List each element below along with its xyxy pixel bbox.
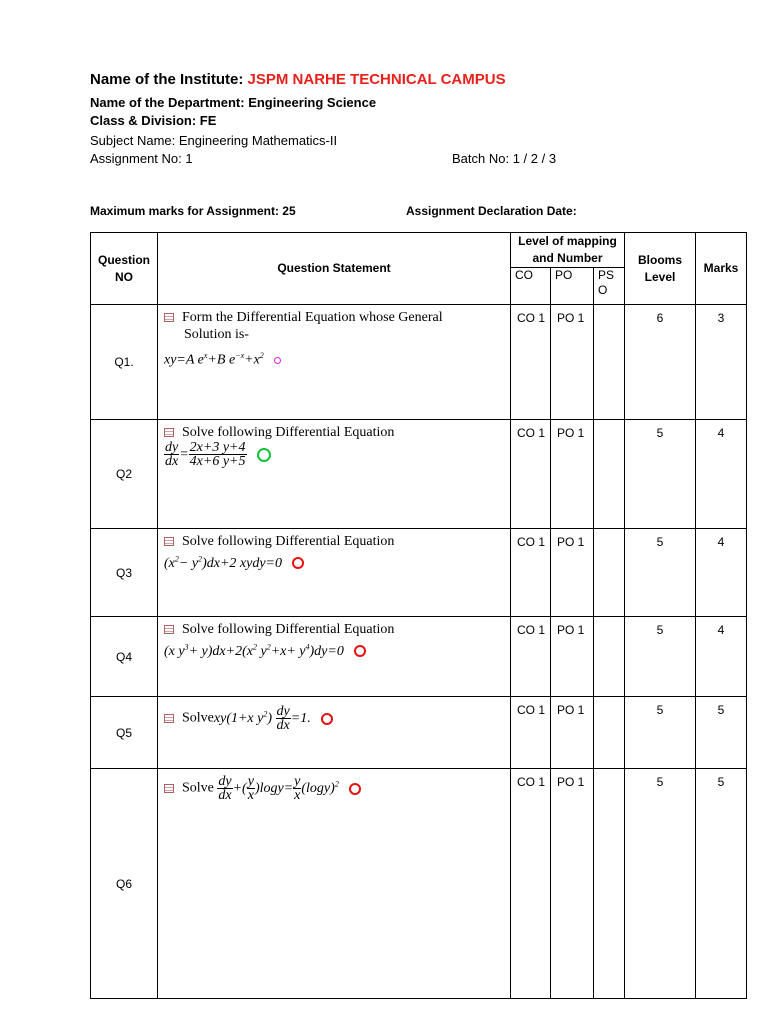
annotation-circle-icon bbox=[349, 783, 361, 795]
department-line: Name of the Department: Engineering Science bbox=[90, 95, 377, 110]
header-question-statement: Question Statement bbox=[158, 233, 511, 305]
marks-cell: 4 bbox=[696, 529, 747, 617]
co-cell: CO 1 bbox=[511, 529, 551, 617]
equation: xy=A $e^x+B$ $e^{-x}+x^2$ bbox=[164, 351, 264, 368]
annotation-circle-icon bbox=[292, 557, 304, 569]
institute-line bbox=[90, 72, 506, 88]
equation-object-icon bbox=[164, 784, 174, 793]
blooms-cell: 6 bbox=[625, 305, 696, 420]
question-statement: Solvexy(1+x $y^2$) $\frac{dy}{dx}$ =1. bbox=[158, 697, 511, 769]
pso-cell bbox=[594, 769, 625, 999]
equation-object-icon bbox=[164, 428, 174, 437]
institute-name: JSPM NARHE TECHNICAL CAMPUS bbox=[247, 71, 506, 88]
table-row bbox=[91, 305, 747, 420]
institute-label: Name of the Institute: bbox=[90, 71, 248, 88]
equation: $\frac{dy}{dx}$ = $\frac{2x+3 y+4}{4x+6 y+5}$ bbox=[165, 440, 246, 469]
blooms-cell: 5 bbox=[625, 769, 696, 999]
declaration-date: Assignment Declaration Date: bbox=[406, 204, 577, 218]
co-cell: CO 1 bbox=[511, 617, 551, 697]
pso-cell bbox=[594, 617, 625, 697]
question-number: Q1. bbox=[91, 305, 158, 420]
blooms-cell: 5 bbox=[625, 529, 696, 617]
header-blooms-level: Blooms Level bbox=[625, 233, 696, 305]
pso-cell bbox=[594, 529, 625, 617]
pso-cell bbox=[594, 305, 625, 420]
equation: $(x^2- y^2)dx+2$ xydy=0 bbox=[164, 554, 282, 571]
marks-cell: 5 bbox=[696, 697, 747, 769]
question-statement: Solve following Differential Equation $(x^2- y^2)dx+2$ xydy=0 bbox=[158, 529, 511, 617]
question-number: Q4 bbox=[91, 617, 158, 697]
header-question-no: Question NO bbox=[91, 233, 158, 305]
question-number: Q3 bbox=[91, 529, 158, 617]
annotation-circle-icon bbox=[321, 713, 333, 725]
header-mapping: Level of mapping and Number bbox=[511, 233, 625, 268]
marks-cell: 5 bbox=[696, 769, 747, 999]
header-po: PO bbox=[551, 268, 594, 305]
table-row bbox=[91, 420, 747, 529]
header-marks: Marks bbox=[696, 233, 747, 305]
max-marks: Maximum marks for Assignment: 25 bbox=[90, 204, 296, 218]
question-statement: Solve $\frac{dy}{dx}$ +( $\frac{y}{x}$ )logy= $\frac{y}{x}$ $(\log y)^2$ bbox=[158, 769, 511, 999]
po-cell: PO 1 bbox=[551, 420, 594, 529]
equation-object-icon bbox=[164, 714, 174, 723]
table-row bbox=[91, 617, 747, 697]
class-division-line: Class & Division: FE bbox=[90, 113, 217, 128]
po-cell: PO 1 bbox=[551, 529, 594, 617]
co-cell: CO 1 bbox=[511, 305, 551, 420]
batch-no: Batch No: 1 / 2 / 3 bbox=[452, 151, 557, 166]
table-row bbox=[91, 529, 747, 617]
po-cell: PO 1 bbox=[551, 305, 594, 420]
question-statement: Form the Differential Equation whose General Solution is- xy=A $e^x+B$ $e^{-x}+x^2$ bbox=[158, 305, 511, 420]
annotation-circle-icon bbox=[257, 448, 271, 462]
po-cell: PO 1 bbox=[551, 769, 594, 999]
po-cell: PO 1 bbox=[551, 617, 594, 697]
equation: (x $y^3+ y)dx+2(x^2$ $y^2+x+ y^4)dy=0$ bbox=[164, 642, 344, 659]
pso-cell bbox=[594, 420, 625, 529]
equation: xy(1+x $y^2$) $\frac{dy}{dx}$ =1. bbox=[213, 704, 311, 733]
annotation-circle-icon bbox=[354, 645, 366, 657]
annotation-circle-icon bbox=[274, 357, 281, 364]
assignment-table bbox=[90, 232, 747, 999]
question-statement: Solve following Differential Equation (x $y^3+ y)dx+2(x^2$ $y^2+x+ y^4)dy=0$ bbox=[158, 617, 511, 697]
equation-object-icon bbox=[164, 537, 174, 546]
table-row bbox=[91, 769, 747, 999]
table-row bbox=[91, 697, 747, 769]
co-cell: CO 1 bbox=[511, 697, 551, 769]
marks-cell: 3 bbox=[696, 305, 747, 420]
equation: $\frac{dy}{dx}$ +( $\frac{y}{x}$ )logy= $\frac{y}{x}$ $(\log y)^2$ bbox=[218, 774, 339, 803]
subject-line: Subject Name: Engineering Mathematics-II bbox=[90, 133, 338, 148]
question-number: Q5 bbox=[91, 697, 158, 769]
assignment-no: Assignment No: 1 bbox=[90, 151, 193, 166]
blooms-cell: 5 bbox=[625, 617, 696, 697]
equation-object-icon bbox=[164, 625, 174, 634]
marks-cell: 4 bbox=[696, 617, 747, 697]
header-co: CO bbox=[511, 268, 551, 305]
blooms-cell: 5 bbox=[625, 420, 696, 529]
marks-cell: 4 bbox=[696, 420, 747, 529]
question-statement: Solve following Differential Equation $\frac{dy}{dx}$ = $\frac{2x+3 y+4}{4x+6 y+5}$ bbox=[158, 420, 511, 529]
question-number: Q6 bbox=[91, 769, 158, 999]
co-cell: CO 1 bbox=[511, 420, 551, 529]
co-cell: CO 1 bbox=[511, 769, 551, 999]
pso-cell bbox=[594, 697, 625, 769]
blooms-cell: 5 bbox=[625, 697, 696, 769]
equation-object-icon bbox=[164, 313, 174, 322]
header-pso: PS O bbox=[594, 268, 625, 305]
question-number: Q2 bbox=[91, 420, 158, 529]
po-cell: PO 1 bbox=[551, 697, 594, 769]
